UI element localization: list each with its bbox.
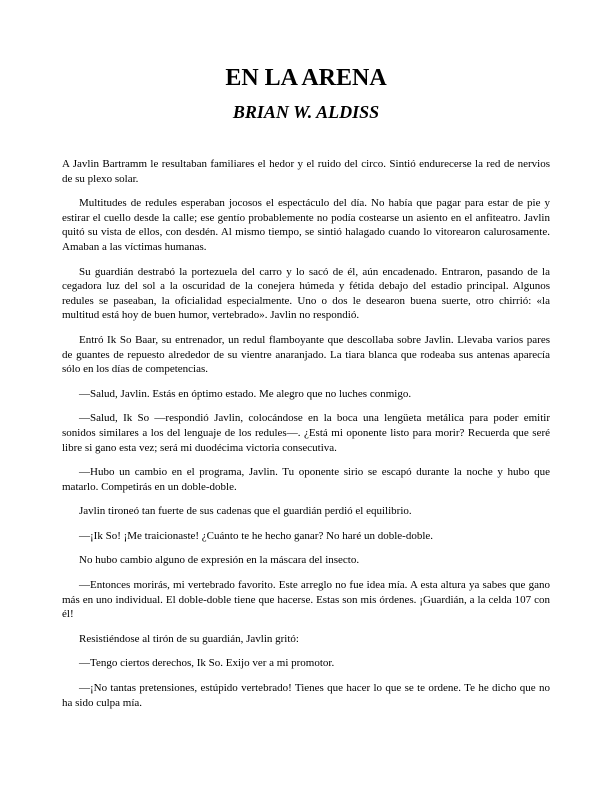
paragraph: —Salud, Ik So —respondió Javlin, colocándose en la boca una lengüeta metálica para poder emitir sonidos similares a los del lenguaje de los redules—. ¿Está mi oponente listo para morir? Recuerda que seré libre si gano esta vez; será mi duodécima victoria consecutiva. — [62, 412, 550, 454]
paragraph: Entró Ik So Baar, su entrenador, un redul flamboyante que descollaba sobre Javlin. Llevaba varios pares de guantes de repuesto alrededor de su vientre anaranjado. La tiara blanca que rodeaba sus antenas aparecía sólo en los días de competencias. — [62, 333, 550, 376]
paragraph: —¡No tantas pretensiones, estúpido vertebrado! Tienes que hacer lo que se te ordene. Te he dicho que no ha sido culpa mía. — [62, 682, 550, 709]
document-body — [62, 157, 550, 720]
paragraph: Javlin tironeó tan fuerte de sus cadenas que el guardián perdió el equilibrio. — [79, 505, 412, 518]
paragraph: No hubo cambio alguno de expresión en la máscara del insecto. — [79, 554, 360, 567]
paragraph: A Javlin Bartramm le resultaban familiares el hedor y el ruido del circo. Sintió endurecerse la red de nervios de su plexo solar. — [62, 158, 550, 185]
paragraph: —Salud, Javlin. Estás en óptimo estado. Me alegro que no luches conmigo. — [79, 387, 412, 400]
paragraph: Su guardián destrabó la portezuela del carro y lo sacó de él, aún encadenado. Entraron, pasando de la cegadora luz del sol a la oscuridad de la conejera húmeda y fétida debajo del estadio principal. Algunos redules se paseaban, la oficialidad especialmente. Uno o dos le desearon buena suerte, otro chirrió: «la multitud está hoy de buen humor, vertebrado». Javlin no respondió. — [62, 265, 550, 322]
paragraph: —¡Ik So! ¡Me traicionaste! ¿Cuánto te he hecho ganar? No haré un doble-doble. — [79, 529, 434, 542]
paragraph: Resistiéndose al tirón de su guardián, Javlin gritó: — [79, 632, 299, 645]
document-author: BRIAN W. ALDISS — [232, 102, 380, 122]
document-title: EN LA ARENA — [225, 65, 387, 91]
paragraph: Multitudes de redules esperaban jocosos el espectáculo del día. No había que pagar para estar de pie y estirar el cuello desde la calle; ese gentío probablemente no podía costearse un asiento en el anfiteatro. Javlin quitó su vista de ellos, con desdén. Al mismo tiempo, se sintió halagado cuando lo vitorearon calurosamente. Amaban a las víctimas humanas. — [62, 197, 550, 253]
paragraph: —Entonces morirás, mi vertebrado favorito. Este arreglo no fue idea mía. A esta altura ya sabes que gano más en uno individual. El doble-doble tiene que hacerse. Estas son mis órdenes. ¡Guardián, a la celda 107 con él! — [62, 579, 550, 621]
paragraph: —Hubo un cambio en el programa, Javlin. Tu oponente sirio se escapó durante la noche y hubo que matarlo. Competirás en un doble-doble. — [62, 466, 550, 493]
paragraph: —Tengo ciertos derechos, Ik So. Exijo ver a mi promotor. — [79, 657, 335, 670]
